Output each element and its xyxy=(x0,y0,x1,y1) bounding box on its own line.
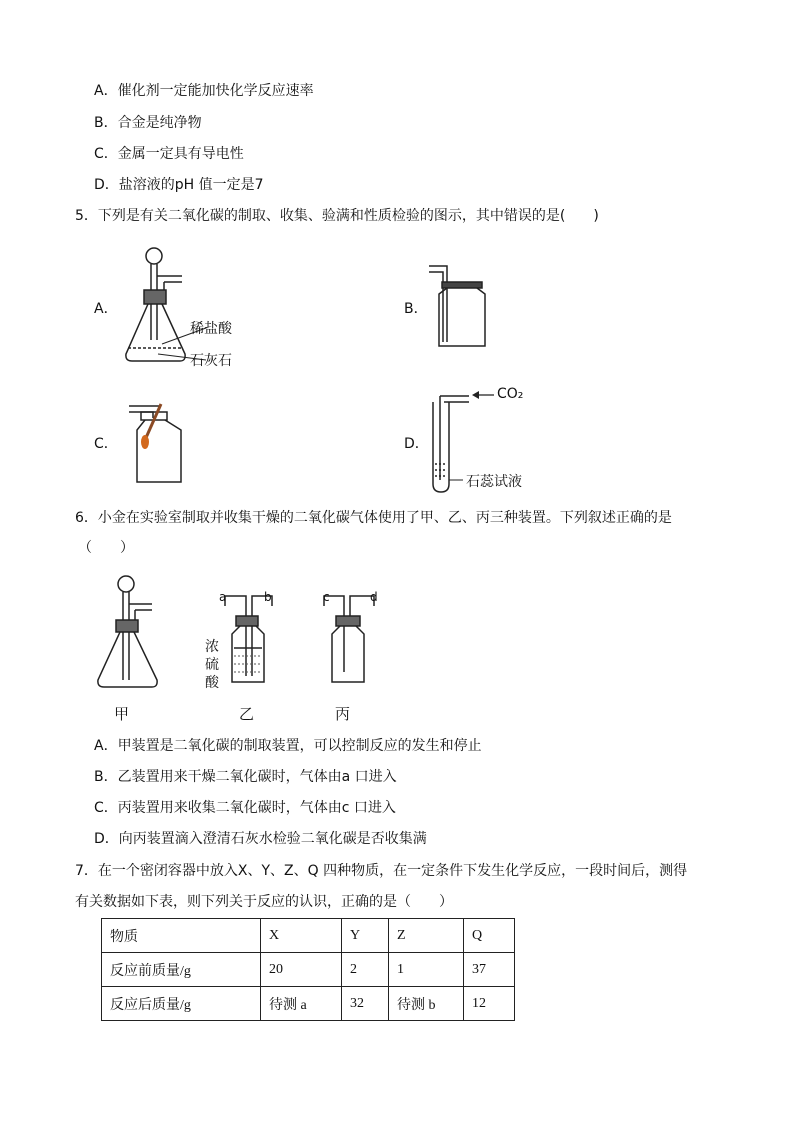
q7-stem-line2: 有关数据如下表，则下列关于反应的认识，正确的是（ ） xyxy=(75,894,453,910)
q5-d-arrow-icon xyxy=(472,388,494,402)
table-cell: 待测 a xyxy=(261,987,342,1021)
q5-a-acid-label: 稀盐酸 xyxy=(190,321,232,337)
q6-apparatus-bing xyxy=(318,590,388,690)
q4-option-a: A．催化剂一定能加快化学反应速率 xyxy=(94,83,314,99)
table-cell: 2 xyxy=(342,953,389,987)
table-row xyxy=(102,987,515,1021)
table-row xyxy=(102,953,515,987)
table-cell: 反应前质量/g xyxy=(102,953,261,987)
q6-port-c: c xyxy=(323,590,330,604)
q6-apparatus-jia xyxy=(90,568,170,693)
table-header-row xyxy=(102,919,515,953)
q4-option-b: B．合金是纯净物 xyxy=(94,115,202,131)
q5-figure-c xyxy=(125,396,195,486)
q5-figure-b xyxy=(425,260,495,350)
q5-label-c: C． xyxy=(94,436,118,452)
q6-caption-yi: 乙 xyxy=(239,705,255,723)
q5-a-stone-label: 石灰石 xyxy=(190,353,232,369)
q4-option-d: D．盐溶液的pH 值一定是7 xyxy=(94,177,264,193)
q6-port-a: a xyxy=(219,590,227,604)
q4-option-c: C．金属一定具有导电性 xyxy=(94,146,244,162)
q5-label-b: B． xyxy=(404,301,428,317)
q6-acid-char-2: 硫 xyxy=(205,657,219,673)
table-cell: 32 xyxy=(342,987,389,1021)
q5-d-gas-label: CO₂ xyxy=(497,386,524,402)
q6-port-d: d xyxy=(370,590,378,604)
q6-acid-char-3: 酸 xyxy=(205,675,219,691)
q7-stem: 7．在一个密闭容器中放入X、Y、Z、Q 四种物质，在一定条件下发生化学反应，一段时间后，测得 xyxy=(75,863,688,879)
q6-option-b: B．乙装置用来干燥二氧化碳时，气体由a 口进入 xyxy=(94,769,397,785)
q7-data-table xyxy=(101,918,515,1021)
q6-option-d: D．向丙装置滴入澄清石灰水检验二氧化碳是否收集满 xyxy=(94,831,427,847)
q6-stem: 6．小金在实验室制取并收集干燥的二氧化碳气体使用了甲、乙、丙三种装置。下列叙述正确的是 xyxy=(75,510,672,526)
table-header-cell: Q xyxy=(464,919,515,953)
q6-caption-bing: 丙 xyxy=(335,705,351,723)
q5-d-liquid-label: 石蕊试液 xyxy=(466,474,522,490)
q5-stem: 5．下列是有关二氧化碳的制取、收集、验满和性质检验的图示，其中错误的是( ) xyxy=(75,208,599,224)
table-cell: 20 xyxy=(261,953,342,987)
table-header-cell: Z xyxy=(389,919,464,953)
q6-apparatus-yi xyxy=(210,590,285,690)
table-header-cell: 物质 xyxy=(102,919,261,953)
q6-port-b: b xyxy=(264,590,272,604)
q5-label-d: D． xyxy=(404,436,429,452)
table-cell: 待测 b xyxy=(389,987,464,1021)
table-cell: 12 xyxy=(464,987,515,1021)
table-header-cell: Y xyxy=(342,919,389,953)
table-cell: 1 xyxy=(389,953,464,987)
table-cell: 反应后质量/g xyxy=(102,987,261,1021)
q6-acid-char-1: 浓 xyxy=(205,639,219,655)
q5-label-a: A． xyxy=(94,301,118,317)
q5-figure-a xyxy=(118,240,258,375)
table-header-cell: X xyxy=(261,919,342,953)
q6-option-c: C．丙装置用来收集二氧化碳时，气体由c 口进入 xyxy=(94,800,396,816)
q6-option-a: A．甲装置是二氧化碳的制取装置，可以控制反应的发生和停止 xyxy=(94,738,482,754)
q6-caption-jia: 甲 xyxy=(114,705,130,723)
q6-stem-paren: （ ） xyxy=(78,540,134,556)
table-cell: 37 xyxy=(464,953,515,987)
